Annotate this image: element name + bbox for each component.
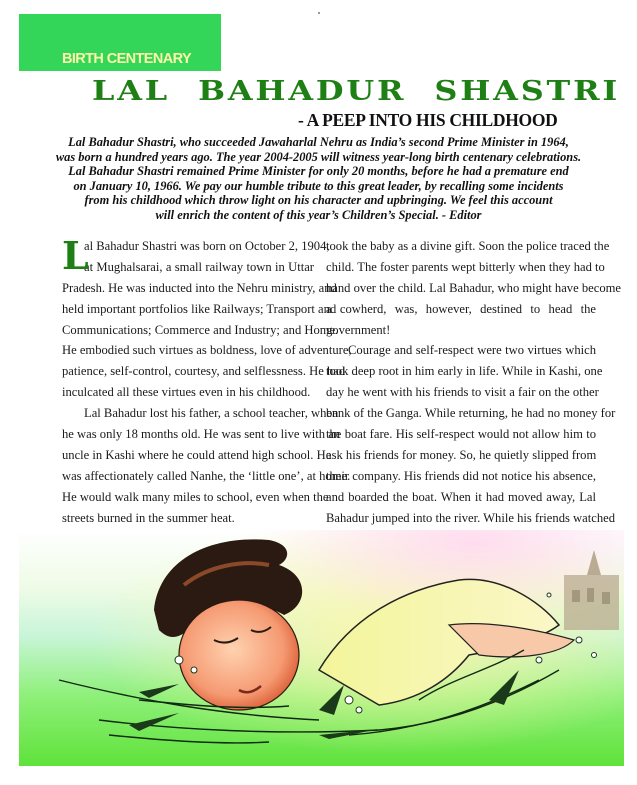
- body-line: Pradesh. He was inducted into the Nehru ministry, and: [62, 280, 337, 295]
- body-line: uncle in Kashi where he could attend high school. He: [62, 447, 332, 462]
- body-line: He embodied such virtues as boldness, love of adventure,: [62, 343, 352, 358]
- editor-intro: [36, 135, 601, 223]
- body-line: took the baby as a divine gift. Soon the police traced the: [326, 239, 610, 253]
- article-subtitle: - A PEEP INTO HIS CHILDHOOD: [298, 110, 558, 130]
- section-label: BIRTH CENTENARY: [62, 51, 192, 67]
- face: [179, 600, 299, 710]
- body-line: was affectionately called Nanhe, the ‘little one’, at home.: [62, 468, 351, 483]
- article-title: LAL BAHADUR SHASTRI: [92, 76, 621, 107]
- body-line: a cowherd, was, however, destined to head the: [326, 301, 596, 316]
- body-line: and boarded the boat. When it had moved away, Lal: [326, 489, 596, 504]
- body-line: Bahadur jumped into the river. While his friends watched: [326, 510, 615, 525]
- body-line: hand over the child. Lal Bahadur, who might have become: [326, 280, 622, 295]
- body-line: child. The foster parents wept bitterly when they had to: [326, 259, 605, 274]
- body-line: government!: [326, 322, 391, 337]
- body-line: streets burned in the summer heat.: [62, 510, 235, 525]
- drop-cap: L: [62, 233, 89, 278]
- swimming-boy-illustration: [19, 530, 624, 766]
- body-line: ask his friends for money. So, he quietly slipped from: [326, 447, 597, 462]
- body-line: he was only 18 months old. He was sent to live with an: [62, 427, 341, 442]
- body-line: Lal Bahadur lost his father, a school teacher, when: [84, 406, 339, 421]
- page-mark: [318, 12, 320, 14]
- body-line: He would walk many miles to school, even when the: [62, 489, 329, 504]
- body-line: their company. His friends did not notice his absence,: [326, 468, 596, 483]
- intro-line: Lal Bahadur Shastri, who succeeded Jawaharlal Nehru as India’s second Prime Minister in 1964,: [68, 135, 569, 149]
- body-line: patience, self-control, courtesy, and selflessness. He had: [62, 364, 346, 379]
- body-line: day he went with his friends to visit a fair on the other: [326, 385, 599, 400]
- body-line: Communications; Commerce and Industry; and Home.: [62, 322, 339, 337]
- intro-line: will enrich the content of this year’s Children’s Special. - Editor: [155, 207, 482, 222]
- body-line: held important portfolios like Railways; Transport and: [62, 301, 337, 316]
- body-line: al Bahadur Shastri was born on October 2, 1904,: [84, 239, 330, 253]
- body-line: the boat fare. His self-respect would not allow him to: [326, 427, 596, 442]
- body-line: inculcated all these virtues even in his childhood.: [62, 385, 311, 400]
- intro-line: Lal Bahadur Shastri remained Prime Minister for only 20 months, before he had a premature end: [68, 164, 569, 179]
- intro-line: on January 10, 1966. We pay our humble tribute to this great leader, by recalling some incidents: [73, 178, 564, 193]
- body-line: Courage and self-respect were two virtues which: [348, 343, 596, 358]
- section-banner: [19, 14, 221, 71]
- body-line: at Mughalsarai, a small railway town in Uttar: [84, 259, 314, 274]
- intro-line: was born a hundred years ago. The year 2004-2005 will witness year-long birth centenary celebrations.: [55, 149, 582, 164]
- body-line: took deep root in him early in life. While in Kashi, one: [326, 364, 603, 379]
- intro-line: from his childhood which throw light on his character and upbringing. We feel this account: [84, 193, 553, 208]
- body-line: bank of the Ganga. While returning, he had no money for: [326, 406, 616, 421]
